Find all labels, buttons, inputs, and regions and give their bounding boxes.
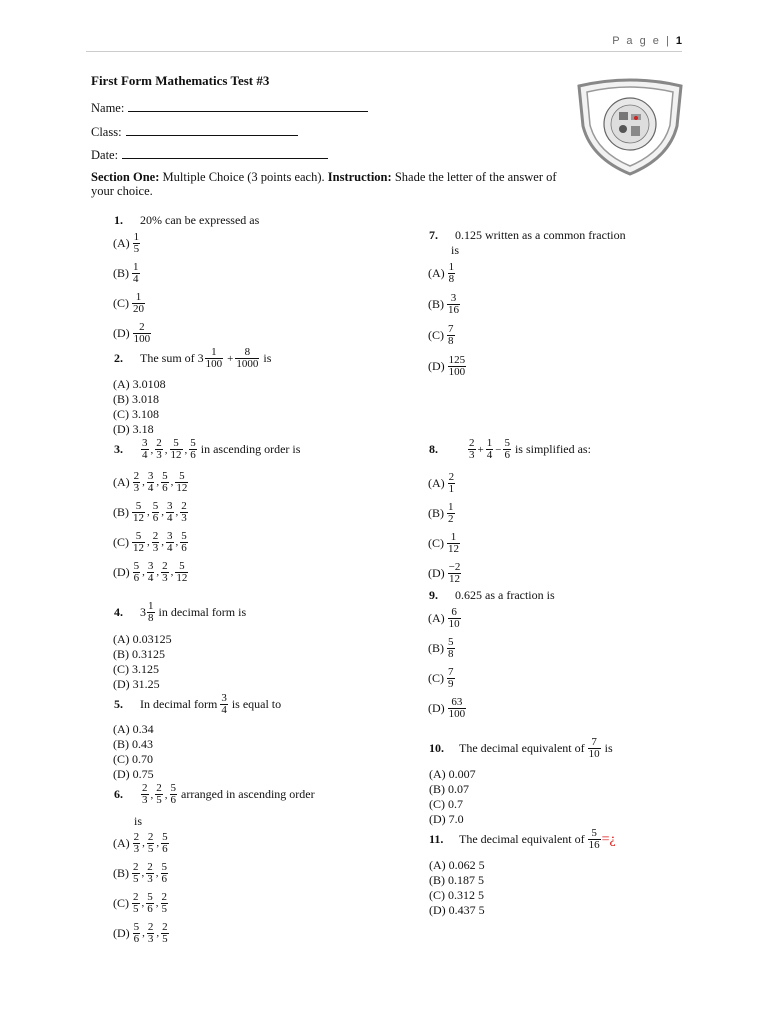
q11-options <box>429 858 485 918</box>
fraction: 5 6 <box>181 529 187 554</box>
q6-option-a[interactable]: (A) 2 3 , 2 5 , 5 6 <box>113 830 168 855</box>
q8-options <box>428 468 462 588</box>
page-header <box>612 35 682 47</box>
q2-option-a[interactable]: (A) 3.0108 <box>113 377 166 391</box>
q7-option-a[interactable]: (A) 1 8 <box>428 261 455 285</box>
fraction-separator: , <box>170 566 174 578</box>
test-title: First Form Mathematics Test #3 <box>91 73 270 88</box>
q9-option-a[interactable]: (A) 6 10 <box>428 605 460 630</box>
fraction-separator: , <box>175 506 179 518</box>
question-2: 2. The sum of 3 1 100 + $\frac{8}{1000}$ is <box>114 346 272 370</box>
fraction: 5 6 <box>162 830 168 855</box>
fraction: 5 6 <box>133 559 140 584</box>
q3-stem-fractions <box>140 438 198 461</box>
class-field[interactable] <box>91 125 298 140</box>
fraction: 3 4 <box>147 469 154 494</box>
q9-options <box>428 603 467 723</box>
fraction: 5 6 <box>133 920 140 945</box>
fraction-separator: , <box>147 506 150 518</box>
fraction-separator: , <box>155 867 159 879</box>
question-5: 5. In decimal form 3 4 is equal to <box>114 692 282 716</box>
name-line[interactable] <box>128 101 368 112</box>
section-instructions: Section One: Multiple Choice (3 points each). Instruction: Shade the letter of the answer of your choice. <box>91 170 557 198</box>
question-10: 10. The decimal equivalent of 7 10 is <box>429 736 613 760</box>
fraction-separator: , <box>175 536 179 548</box>
q4-option-c[interactable]: (C) 3.125 <box>113 662 159 676</box>
fraction: 2 3 <box>152 529 159 554</box>
q1-options <box>113 228 152 348</box>
q11-option-b[interactable]: (B) 0.187 5 <box>429 873 484 887</box>
fraction: 3 4 <box>167 529 173 554</box>
q8-option-b[interactable]: (B) 1 2 <box>428 500 454 525</box>
fraction: 3 4 <box>167 499 173 524</box>
date-field[interactable] <box>91 148 328 163</box>
q9-option-c[interactable]: (C) 7 9 <box>428 665 454 690</box>
fraction: 5 12 <box>176 559 188 584</box>
question-11: 11. The decimal equivalent of $\frac{5}{16}$ =¿ <box>429 827 616 851</box>
q10-option-c[interactable]: (C) 0.7 <box>429 797 463 811</box>
fraction-separator: , <box>155 897 159 909</box>
q3-option-b[interactable]: (B) 5 12 , 5 6 , 3 4 , 2 3 <box>113 499 187 524</box>
fraction-separator: , <box>184 443 188 456</box>
fraction: 2 5 <box>133 860 139 885</box>
q8-option-d[interactable]: (D) −2 12 <box>428 560 461 585</box>
fraction-separator: , <box>147 536 150 548</box>
date-line[interactable] <box>122 148 328 159</box>
fraction-separator: , <box>142 566 145 578</box>
q4-option-b[interactable]: (B) 0.3125 <box>113 647 165 661</box>
fraction-separator: , <box>156 837 160 849</box>
fraction-separator: , <box>164 788 168 801</box>
q4-option-d[interactable]: (D) 31.25 <box>113 677 160 691</box>
page-label: P a g e | <box>612 35 671 47</box>
q1-option-b[interactable]: (B) 1 4 <box>113 260 139 285</box>
fraction: 2 3 <box>147 860 153 885</box>
school-crest-icon <box>573 76 687 176</box>
q1-option-d[interactable]: (D) 2 100 <box>113 320 151 345</box>
fraction-separator: , <box>156 476 160 488</box>
fraction: 2 3 <box>156 437 162 461</box>
fraction: 2 5 <box>133 890 139 915</box>
fraction: 3 4 <box>147 559 154 584</box>
q6-options <box>113 828 170 948</box>
fraction: 2 5 <box>161 890 167 915</box>
q4-option-a[interactable]: (A) 0.03125 <box>113 632 172 646</box>
fraction: 5 6 <box>152 499 159 524</box>
name-field[interactable] <box>91 101 368 116</box>
fraction: 5 12 <box>176 469 188 494</box>
fraction: 5 6 <box>190 437 196 461</box>
q1-option-a[interactable]: (A) 1 5 <box>113 230 140 255</box>
fraction-separator: , <box>161 506 164 518</box>
question-8: 8. 2 3 + $\frac{1}{4}$ − $\frac{5}{6}$ is simplified as: <box>429 437 591 461</box>
q10-option-a[interactable]: (A) 0.007 <box>429 767 476 781</box>
q10-options <box>429 767 476 827</box>
fraction-separator: , <box>142 837 145 849</box>
q2-options <box>113 377 166 437</box>
fraction-separator: , <box>164 443 168 456</box>
question-1: 1. 20% can be expressed as <box>114 213 260 227</box>
fraction: 5 6 <box>147 890 153 915</box>
fraction: 5 12 <box>170 437 182 461</box>
fraction-separator: , <box>142 476 145 488</box>
q5-option-c[interactable]: (C) 0.70 <box>113 752 153 766</box>
q11-option-c[interactable]: (C) 0.312 5 <box>429 888 484 902</box>
q2-option-d[interactable]: (D) 3.18 <box>113 422 154 436</box>
fraction: 5 12 <box>133 529 144 554</box>
q6-option-d[interactable]: (D) 5 6 , 2 3 , 2 5 <box>113 920 168 945</box>
fraction: 2 3 <box>147 920 154 945</box>
q6-stem-continued: is <box>134 814 143 828</box>
q9-option-b[interactable]: (B) 5 8 <box>428 635 454 660</box>
question-6: 6. 2 3 , 2 5 , 5 6 arranged in ascending order <box>114 782 315 806</box>
fraction: 2 3 <box>133 469 140 494</box>
q6-option-b[interactable]: (B) 2 5 , 2 3 , 5 6 <box>113 860 167 885</box>
fraction: 2 5 <box>162 920 168 945</box>
q7-option-c[interactable]: (C) 7 8 <box>428 323 454 347</box>
fraction-separator: , <box>156 566 160 578</box>
fraction: 2 3 <box>133 830 140 855</box>
question-7: 7. 0.125 written as a common fraction <box>429 228 626 242</box>
fraction: 3 4 <box>142 437 148 461</box>
q4-options <box>113 632 172 692</box>
fraction: 2 3 <box>142 782 148 806</box>
fraction-separator: , <box>156 927 160 939</box>
fraction-separator: , <box>150 788 154 801</box>
q7-options <box>428 258 467 382</box>
class-line[interactable] <box>126 125 298 136</box>
fraction: 5 12 <box>133 499 144 524</box>
q3-option-a[interactable]: (A) 2 3 , 3 4 , 5 6 , 5 12 <box>113 469 188 494</box>
fraction: 2 3 <box>181 499 187 524</box>
class-label: Class: <box>91 125 122 139</box>
fraction-separator: , <box>141 897 145 909</box>
fraction-separator: , <box>170 476 174 488</box>
fraction-separator: , <box>141 867 145 879</box>
fraction: 5 6 <box>170 782 176 806</box>
q8-option-c[interactable]: (C) 1 12 <box>428 530 459 555</box>
question-3: 3. 3 4 , 2 3 , 5 12 , 5 6 in ascending order is <box>114 437 301 461</box>
fraction: 5 6 <box>162 469 168 494</box>
question-4: 4. 3 1 8 in decimal form is <box>114 600 247 624</box>
q3-options <box>113 467 189 587</box>
question-9: 9. 0.625 as a fraction is <box>429 588 555 602</box>
fraction-separator: , <box>142 927 145 939</box>
fraction: 2 3 <box>162 559 168 584</box>
q3-option-c[interactable]: (C) 5 12 , 2 3 , 3 4 , 5 6 <box>113 529 187 554</box>
q1-option-c[interactable]: (C) 1 20 <box>113 290 144 315</box>
q5-options <box>113 722 154 782</box>
q2-option-b[interactable]: (B) 3.018 <box>113 392 159 406</box>
q6-stem-fractions <box>140 783 178 806</box>
q2-option-c[interactable]: (C) 3.108 <box>113 407 159 421</box>
fraction: 2 5 <box>147 830 154 855</box>
name-label: Name: <box>91 101 125 115</box>
q5-option-d[interactable]: (D) 0.75 <box>113 767 154 781</box>
q10-option-b[interactable]: (B) 0.07 <box>429 782 469 796</box>
page-number: 1 <box>675 35 682 47</box>
q7-option-b[interactable]: (B) 3 16 <box>428 292 459 316</box>
date-label: Date: <box>91 148 119 162</box>
q5-option-a[interactable]: (A) 0.34 <box>113 722 154 736</box>
q5-option-b[interactable]: (B) 0.43 <box>113 737 153 751</box>
q3-option-d[interactable]: (D) 5 6 , 3 4 , 2 3 , 5 12 <box>113 559 188 584</box>
q9-option-d[interactable]: (D) 63 100 <box>428 695 466 720</box>
q7-stem-continued: is <box>451 243 460 257</box>
fraction-separator: , <box>161 536 164 548</box>
q6-option-c[interactable]: (C) 2 5 , 5 6 , 2 5 <box>113 890 167 915</box>
q7-option-d[interactable]: (D) 125 100 <box>428 354 466 378</box>
q8-option-a[interactable]: (A) 2 1 <box>428 470 455 495</box>
q11-option-d[interactable]: (D) 0.437 5 <box>429 903 485 917</box>
fraction: 5 6 <box>161 860 167 885</box>
q10-option-d[interactable]: (D) 7.0 <box>429 812 464 826</box>
header-divider <box>86 51 682 52</box>
q11-option-a[interactable]: (A) 0.062 5 <box>429 858 485 872</box>
fraction-separator: , <box>150 443 154 456</box>
fraction: 2 5 <box>156 782 162 806</box>
